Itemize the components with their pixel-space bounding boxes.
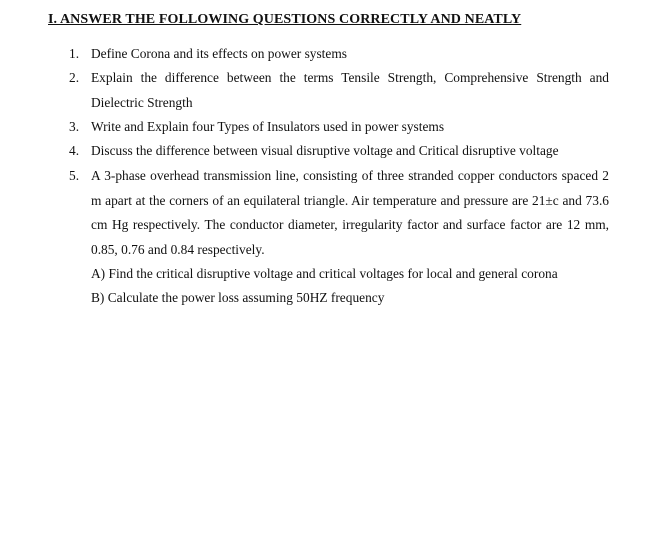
question-text: Define Corona and its effects on power systems: [91, 46, 347, 61]
question-number: 4.: [69, 143, 80, 158]
question-2: [69, 66, 609, 115]
question-text: Write and Explain four Types of Insulators used in power systems: [91, 119, 445, 134]
question-number: 3.: [69, 119, 80, 134]
sub-part-text: Calculate the power loss assuming 50HZ frequency: [107, 290, 385, 305]
question-text: Explain the difference between the terms Tensile Strength, Comprehensive Strength and Dielectric Strength: [91, 70, 609, 110]
question-5: [69, 164, 609, 262]
question-number: 1.: [69, 46, 80, 61]
sub-part-b: [91, 286, 611, 311]
question-text: A 3-phase overhead transmission line, consisting of three stranded copper conductors spaced 2 m apart at the corners of an equilateral triangle. Air temperature and pressure are 21±c and 73.6 cm Hg respectively. The conductor diameter, irregularity factor and surface factor are 12 mm, 0.85, 0.76 and 0.84 respectively.: [91, 168, 609, 257]
question-4: [69, 139, 609, 164]
question-3: [69, 115, 609, 140]
sub-part-label: A): [91, 266, 106, 281]
question-number: 2.: [69, 70, 80, 85]
question-number: 5.: [69, 168, 80, 183]
sub-part-label: B): [91, 290, 105, 305]
sub-part-a: [91, 262, 611, 287]
sub-part-text: Find the critical disruptive voltage and critical voltages for local and general corona: [108, 266, 558, 281]
section-heading: I. ANSWER THE FOLLOWING QUESTIONS CORRECTLY AND NEATLY: [48, 12, 522, 27]
question-1: [69, 42, 609, 67]
question-text: Discuss the difference between visual disruptive voltage and Critical disruptive voltage: [91, 143, 559, 158]
